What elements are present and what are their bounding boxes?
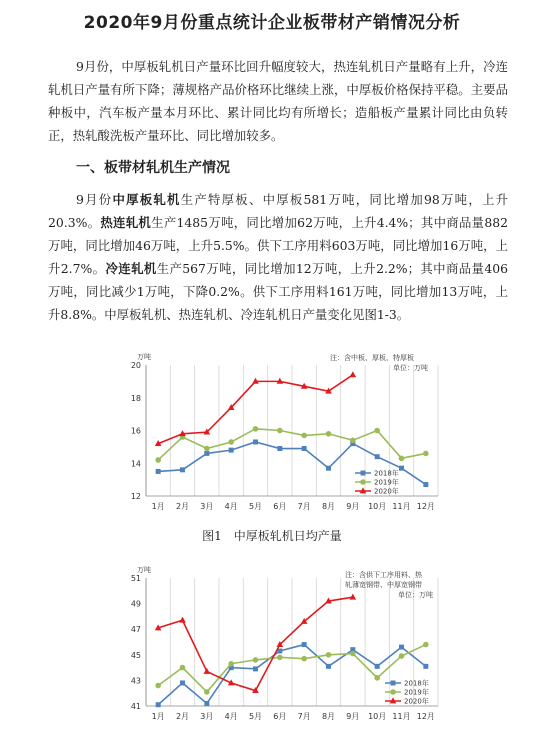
data-point (375, 454, 380, 459)
legend-label: 2019年 (374, 478, 399, 487)
data-point (277, 655, 283, 661)
data-point (399, 456, 405, 462)
page-title: 2020年9月份重点统计企业板带材产销情况分析 (83, 13, 461, 33)
data-point (180, 467, 185, 472)
x-tick-label: 4月 (224, 712, 238, 721)
data-point (423, 664, 428, 669)
unit-label: 万吨 (137, 566, 151, 574)
data-point (180, 665, 186, 671)
x-tick-label: 2月 (175, 712, 190, 721)
data-point (204, 451, 209, 456)
series-line-2020年 (158, 597, 353, 690)
data-point (229, 448, 234, 453)
data-point (350, 371, 357, 377)
chart-note: 注：含中板、厚板、特厚板 (330, 354, 414, 362)
data-point (423, 482, 428, 487)
x-tick-label: 5月 (248, 502, 263, 511)
x-tick-label: 11月 (392, 502, 411, 511)
data-point (350, 651, 356, 657)
data-point (399, 466, 404, 471)
x-tick-label: 11月 (392, 712, 411, 721)
data-point (155, 457, 161, 463)
chart-note: 单位：万吨 (393, 364, 428, 372)
figure1-caption: 图1 中厚板轧机日均产量 (202, 529, 342, 543)
data-point (326, 664, 331, 669)
series-line-2020年 (158, 375, 353, 444)
data-point (301, 433, 307, 439)
data-point (253, 657, 259, 663)
legend-label: 2018年 (404, 679, 429, 688)
x-tick-label: 4月 (224, 502, 238, 511)
legend-label: 2020年 (404, 697, 429, 706)
p2-seg3: 生产1485万吨，同比增加62万吨，上升4.4%；其中商品量882万吨，同比增加46万吨，上升5.5%。供下工序用料603万吨，同比增加16万吨，上升2.7%。 (48, 215, 508, 276)
data-point (301, 656, 307, 662)
legend-marker (361, 471, 366, 476)
x-tick-label: 7月 (297, 502, 311, 511)
x-tick-label: 6月 (273, 712, 287, 721)
x-tick-label: 9月 (346, 502, 360, 511)
y-tick-label: 41 (130, 702, 141, 711)
data-point (277, 428, 283, 434)
p2-bold-hot-strip-mill: 热连轧机 (100, 215, 152, 230)
data-point (253, 439, 258, 444)
x-tick-label: 5月 (248, 712, 263, 721)
production-paragraph (48, 188, 508, 326)
data-point (204, 446, 210, 452)
y-tick-label: 12 (130, 492, 141, 501)
intro-text: 9月份，中厚板轧机日产量环比回升幅度较大，热连轧机日产量略有上升，冷连轧机日产量有所下降；薄规格产品价格环比继续上涨，中厚板价格保持平稳。主要品种板中，汽车板产量本月环比、累计同比均有所增长；造船板产量累计同比由负转正，热轧酸洗板产量环比、同比增加较多。 (48, 59, 508, 143)
data-point (204, 701, 209, 706)
data-point (423, 642, 429, 648)
data-point (350, 438, 356, 444)
x-tick-label: 3月 (200, 712, 214, 721)
x-tick-label: 3月 (200, 502, 214, 511)
legend-marker (391, 681, 396, 686)
data-point (375, 664, 380, 669)
p2-seg1: 9月份 (76, 192, 113, 207)
figure2-line-chart (108, 563, 448, 731)
data-point (326, 652, 332, 658)
data-point (399, 645, 404, 650)
data-point (253, 426, 259, 432)
data-point (350, 594, 357, 600)
y-tick-label: 51 (130, 574, 141, 583)
section-heading: 一、板带材轧机生产情况 (76, 160, 230, 176)
data-point (302, 446, 307, 451)
x-tick-label: 1月 (151, 712, 165, 721)
x-tick-label: 12月 (416, 712, 435, 721)
legend-label: 2020年 (374, 487, 399, 496)
legend-marker (390, 689, 396, 695)
data-point (326, 431, 332, 437)
p2-seg4: 生产567万吨，同比增加12万吨，上升2.2%；其中商品量406万吨，同比减少1万吨，下降0.2%。供下工序用料161万吨，同比增加13万吨，上升8.8%。中厚板轧机、热连轧机、冷连轧机日产量变化见图1-3。 (48, 261, 509, 322)
chart-note: 轧薄宽钢带、中厚宽钢带 (345, 581, 422, 589)
y-tick-label: 16 (130, 426, 141, 436)
p2-bold-cold-strip-mill: 冷连轧机 (105, 261, 157, 276)
y-tick-label: 45 (130, 650, 141, 660)
y-tick-label: 20 (130, 361, 141, 370)
data-point (156, 702, 161, 707)
legend-label: 2018年 (374, 469, 399, 478)
chart-note: 单位：万吨 (398, 591, 433, 599)
data-point (253, 666, 258, 671)
data-point (204, 689, 210, 695)
y-tick-label: 18 (130, 393, 141, 403)
legend-label: 2019年 (404, 688, 429, 697)
data-point (204, 668, 211, 674)
y-tick-label: 49 (130, 599, 141, 609)
x-tick-label: 8月 (321, 502, 336, 511)
x-tick-label: 7月 (297, 712, 311, 721)
p2-bold-heavy-plate-mill: 中厚板轧机 (112, 192, 181, 207)
x-tick-label: 10月 (368, 712, 387, 721)
data-point (374, 428, 380, 434)
unit-label: 万吨 (137, 353, 151, 361)
data-point (423, 451, 429, 457)
legend-marker (360, 479, 366, 485)
x-tick-label: 2月 (175, 502, 190, 511)
data-point (374, 675, 380, 681)
data-point (155, 683, 161, 689)
p2-seg2: 生产特厚板、中厚板581万吨，同比增加98万吨，上升20.3%。 (48, 192, 509, 230)
x-tick-label: 9月 (346, 712, 360, 721)
x-tick-label: 6月 (273, 502, 287, 511)
data-point (180, 680, 185, 685)
data-point (228, 439, 234, 445)
x-tick-label: 8月 (321, 712, 336, 721)
data-point (179, 617, 186, 623)
x-tick-label: 10月 (368, 502, 387, 511)
y-tick-label: 43 (130, 676, 141, 686)
data-point (399, 653, 405, 659)
figure1-line-chart (108, 343, 448, 518)
chart-note: 注：含供下工序用料、热 (345, 571, 422, 579)
data-point (326, 466, 331, 471)
data-point (277, 446, 282, 451)
data-point (156, 469, 161, 474)
y-tick-label: 14 (130, 459, 141, 469)
y-tick-label: 47 (130, 625, 141, 635)
intro-paragraph (48, 55, 508, 147)
data-point (302, 642, 307, 647)
x-tick-label: 1月 (151, 502, 165, 511)
x-tick-label: 12月 (416, 502, 435, 511)
data-point (228, 661, 234, 667)
